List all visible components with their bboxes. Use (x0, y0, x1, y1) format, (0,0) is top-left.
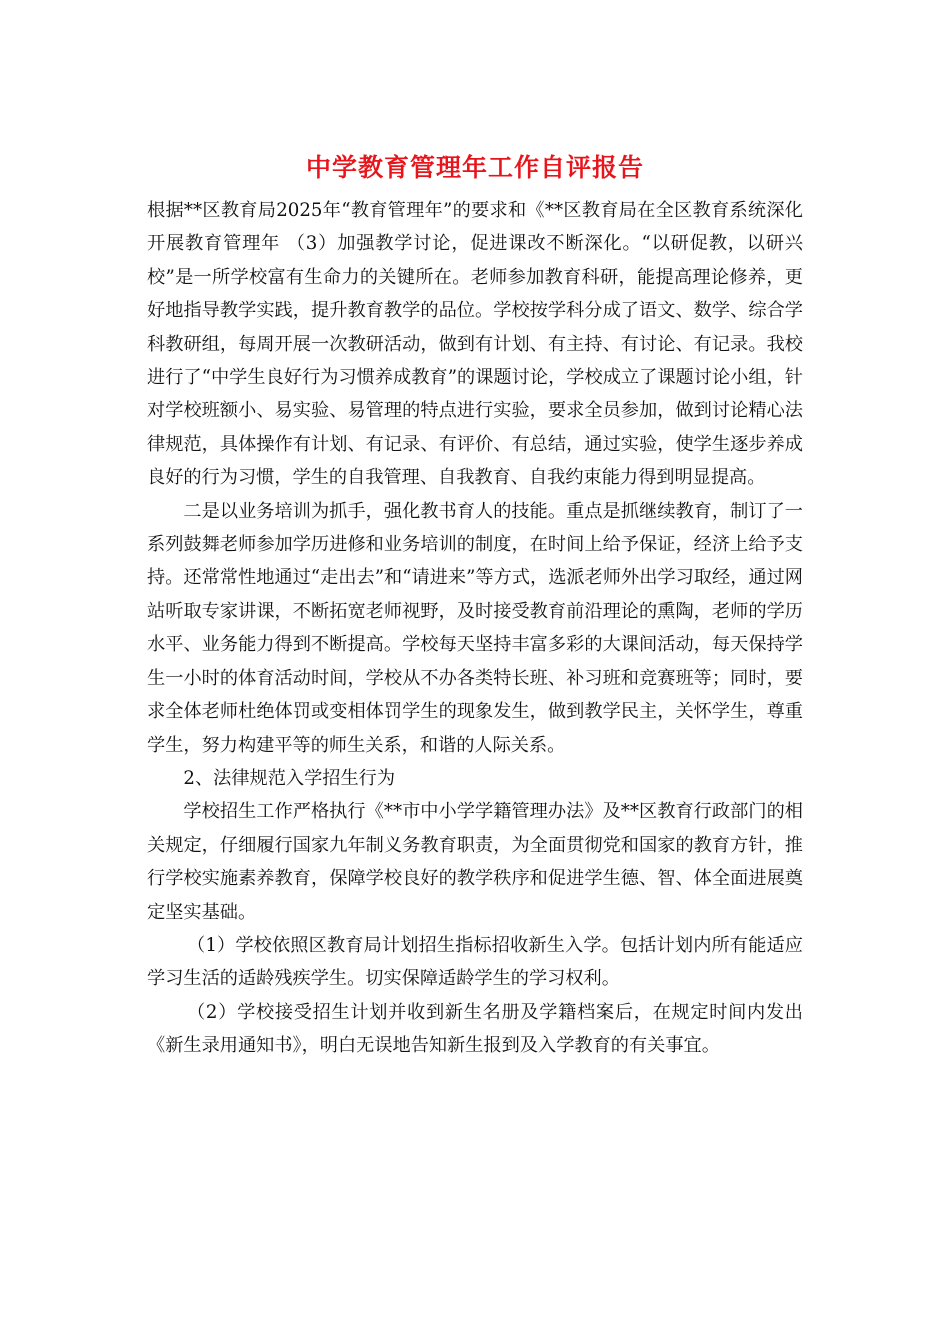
paragraph-enrollment-rules: 学校招生工作严格执行《**市中小学学籍管理办法》及**区教育行政部门的相关规定，仔细履行国家九年制义务教育职责，为全面贯彻党和国家的教育方针，推行学校实施素养教育，保障学校良好的教学秩序和促进学生德、智、体全面进展奠定坚实基础。 (147, 801, 803, 923)
paragraph-training: 二是以业务培训为抓手，强化教书育人的技能。重点是抓继续教育，制订了一系列鼓舞老师参加学历进修和业务培训的制度，在时间上给予保证，经济上给予支持。还常常性地通过“走出去”和“请进来”等方式，选派老师外出学习取经，通过网站听取专家讲课，不断拓宽老师视野，及时接受教育前沿理论的熏陶，老师的学历水平、业务能力得到不断提高。学校每天坚持丰富多彩的大课间活动，每天保持学生一小时的体育活动时间，学校从不办各类特长班、补习班和竞赛班等；同时，要求全体老师杜绝体罚或变相体罚学生的现象发生，做到教学民主，关怀学生，尊重学生，努力构建平等的师生关系，和谐的人际关系。 (147, 500, 803, 756)
document-body (147, 194, 803, 1063)
document-title: 中学教育管理年工作自评报告 (305, 153, 644, 182)
paragraph-intro: 根据**区教育局2025年“教育管理年”的要求和《**区教育局在全区教育系统深化开展教育管理年 （3）加强教学讨论，促进课改不断深化。“以研促教，以研兴校”是一所学校富有生命力的关键所在。老师参加教育科研，能提高理论修养，更好地指导教学实践，提升教育教学的品位。学校按学科分成了语文、数学、综合学科教研组，每周开展一次教研活动，做到有计划、有主持、有讨论、有记录。我校进行了“中学生良好行为习惯养成教育”的课题讨论，学校成立了课题讨论小组，针对学校班额小、易实验、易管理的特点进行实验，要求全员参加，做到讨论精心法律规范，具体操作有计划、有记录、有评价、有总结，通过实验，使学生逐步养成良好的行为习惯，学生的自我管理、自我教育、自我约束能力得到明显提高。 (147, 200, 803, 489)
section-heading-enrollment: 2、法律规范入学招生行为 (183, 767, 396, 789)
paragraph-item-2: （2）学校接受招生计划并收到新生名册及学籍档案后，在规定时间内发出《新生录用通知书》，明白无误地告知新生报到及入学教育的有关事宜。 (147, 1001, 803, 1057)
paragraph-item-1: （1）学校依照区教育局计划招生指标招收新生入学。包括计划内所有能适应学习生活的适龄残疾学生。切实保障适龄学生的学习权利。 (147, 934, 803, 990)
